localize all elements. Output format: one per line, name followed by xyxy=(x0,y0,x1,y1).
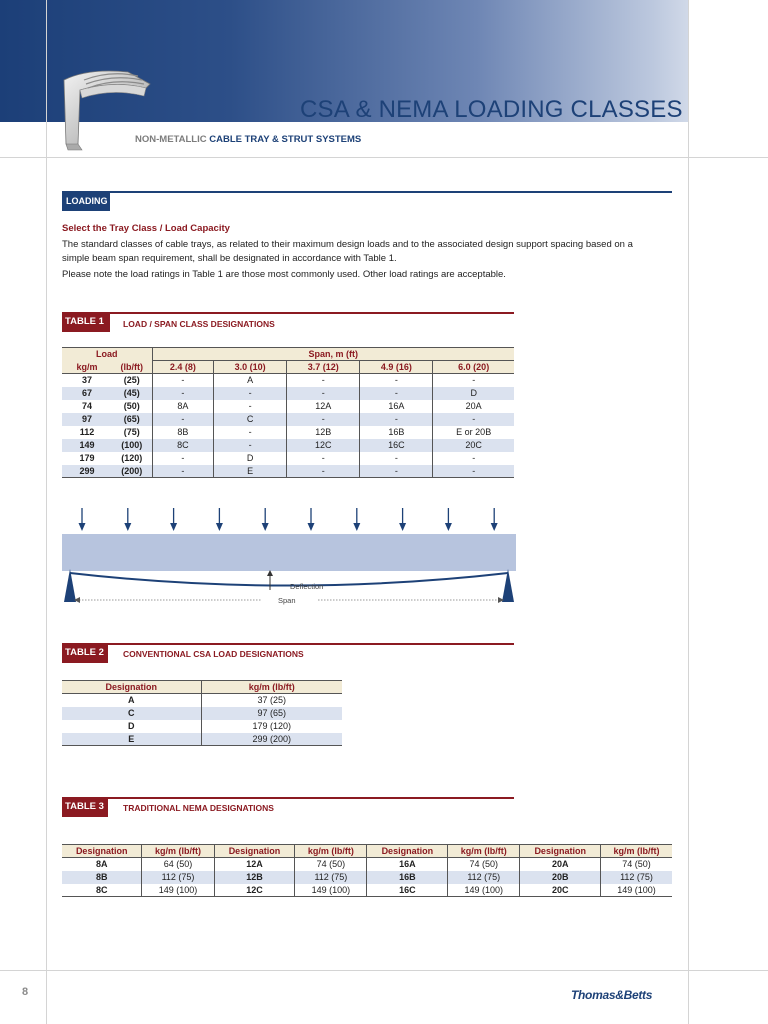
table-cell: - xyxy=(152,374,214,387)
subtitle-prefix: NON-METALLIC xyxy=(135,134,207,145)
table-cell: 16A xyxy=(367,858,448,871)
table-header-cell: Designation xyxy=(62,845,142,858)
table-cell: 179 xyxy=(79,453,95,463)
loading-section-tag: LOADING xyxy=(62,193,110,211)
load-arrow-icon xyxy=(445,508,452,531)
table-cell: E xyxy=(62,733,201,746)
span-col-header: 4.9 (16) xyxy=(360,361,433,374)
left-margin-line xyxy=(46,0,47,1024)
table-cell: 8C xyxy=(152,439,214,452)
load-header: kg/m (lb/ft) xyxy=(201,681,342,694)
table-cell: 8A xyxy=(152,400,214,413)
page-number: 8 xyxy=(22,986,29,998)
table-cell: - xyxy=(152,452,214,465)
table-row xyxy=(62,720,342,733)
table-cell: 149 (100) xyxy=(448,884,520,897)
table-header-cell: kg/m (lb/ft) xyxy=(142,845,214,858)
table3-rule xyxy=(62,797,514,799)
table2-rule xyxy=(62,643,514,645)
table-cell: - xyxy=(287,452,360,465)
table-cell: 20C xyxy=(433,439,514,452)
table-cell: - xyxy=(214,426,287,439)
deflection-curve xyxy=(70,573,508,586)
table-cell: - xyxy=(360,374,433,387)
table-cell: 8A xyxy=(95,859,108,870)
table-cell: - xyxy=(152,465,214,478)
table-cell: 12A xyxy=(214,858,295,871)
beam-body xyxy=(62,534,516,571)
table-cell: (45) xyxy=(112,387,152,400)
table-cell: 8C xyxy=(95,884,108,895)
span-col-header: 3.0 (10) xyxy=(214,361,287,374)
table-cell: 20B xyxy=(520,871,601,884)
table-cell: C xyxy=(62,707,201,720)
table-cell: - xyxy=(433,374,514,387)
table-cell: 12B xyxy=(287,426,360,439)
span-col-header: 6.0 (20) xyxy=(433,361,514,374)
table-cell: 97 xyxy=(62,413,112,426)
table-header-cell: kg/m (lb/ft) xyxy=(601,845,672,858)
table-cell: - xyxy=(152,413,214,426)
table-cell: E xyxy=(214,465,287,478)
table-cell: 37 xyxy=(81,375,92,386)
table-cell: 112 (75) xyxy=(142,871,214,884)
table-row xyxy=(62,439,514,452)
table-cell: - xyxy=(287,374,360,387)
table-row xyxy=(62,465,514,478)
table1-rule xyxy=(62,312,514,314)
table-cell: - xyxy=(287,413,360,426)
load-arrow-icon xyxy=(79,508,86,531)
table-cell: 112 (75) xyxy=(295,871,367,884)
table-cell: 8B xyxy=(62,871,142,884)
load-arrow-icon xyxy=(124,508,131,531)
load-group-header: Load xyxy=(62,348,152,361)
table-cell: 67 xyxy=(62,387,112,400)
table2-tag: TABLE 2 xyxy=(62,643,108,663)
load-arrow-icon xyxy=(216,508,223,531)
table-cell: - xyxy=(152,387,214,400)
table-header-cell: Designation xyxy=(520,845,601,858)
table-cell: A xyxy=(214,374,287,387)
span-group-header: Span, m (ft) xyxy=(152,348,514,361)
table-header-cell: kg/m (lb/ft) xyxy=(295,845,367,858)
table-header-cell: kg/m (lb/ft) xyxy=(448,845,520,858)
table-row xyxy=(62,426,514,439)
table-cell: 74 (50) xyxy=(448,858,520,871)
table1-tag: TABLE 1 xyxy=(62,312,110,332)
table-cell: (50) xyxy=(123,401,140,411)
table-header-cell: Designation xyxy=(214,845,295,858)
table-cell: 179 (120) xyxy=(201,720,342,733)
table-cell: 20C xyxy=(520,884,601,897)
page-title: CSA & NEMA LOADING CLASSES xyxy=(300,96,683,123)
table2-title: CONVENTIONAL CSA LOAD DESIGNATIONS xyxy=(123,649,304,659)
table-cell: (75) xyxy=(123,427,140,437)
table-cell: - xyxy=(360,465,433,478)
load-arrow-icon xyxy=(170,508,177,531)
right-margin-line xyxy=(688,0,689,1024)
table-row xyxy=(62,871,672,884)
table-cell: 112 xyxy=(79,427,95,437)
loading-paragraph-2: Please note the load ratings in Table 1 are those most commonly used. Other load ratings are acceptable. xyxy=(62,269,506,280)
table-cell: - xyxy=(214,439,287,452)
table-cell: 149 (100) xyxy=(142,884,214,897)
table-cell: D xyxy=(128,721,135,731)
table-cell: - xyxy=(433,465,514,478)
table-cell: - xyxy=(214,400,287,413)
table-cell: D xyxy=(214,452,287,465)
table-cell: 74 xyxy=(81,401,92,411)
load-arrow-icon xyxy=(262,508,269,531)
table-cell: 20A xyxy=(520,858,601,871)
table-cell: - xyxy=(360,452,433,465)
table-cell: 299 xyxy=(62,465,112,478)
loading-heading: Select the Tray Class / Load Capacity xyxy=(62,223,230,234)
nema-designation-table xyxy=(62,844,672,897)
table-cell: 149 (100) xyxy=(601,884,672,897)
table-cell: 16C xyxy=(360,439,433,452)
table-cell: 16B xyxy=(360,426,433,439)
table-cell: 8B xyxy=(152,426,214,439)
table-row xyxy=(62,694,342,707)
table-cell: 12B xyxy=(214,871,295,884)
table-cell: - xyxy=(433,413,514,426)
table-cell: - xyxy=(360,413,433,426)
table-cell: 12A xyxy=(287,400,360,413)
col-kgm-header: kg/m xyxy=(62,361,112,374)
table-cell: - xyxy=(360,387,433,400)
table-row xyxy=(62,707,342,720)
table-cell: 74 (50) xyxy=(295,858,367,871)
table-row xyxy=(62,400,514,413)
loading-rule xyxy=(62,191,672,193)
table-row xyxy=(62,858,672,871)
table-cell: 16A xyxy=(360,400,433,413)
table-row xyxy=(62,452,514,465)
table-row xyxy=(62,387,514,400)
table-cell: (100) xyxy=(112,439,152,452)
table-cell: 74 (50) xyxy=(601,858,672,871)
load-arrow-icon xyxy=(491,508,498,531)
col-lbft-header: (lb/ft) xyxy=(112,361,152,374)
table3-tag: TABLE 3 xyxy=(62,797,108,817)
table-cell: (65) xyxy=(112,413,152,426)
table-cell: - xyxy=(214,387,287,400)
span-col-header: 2.4 (8) xyxy=(152,361,214,374)
table-cell: E or 20B xyxy=(433,426,514,439)
load-arrow-icon xyxy=(353,508,360,531)
brand-logo: Thomas&Betts xyxy=(571,988,653,1002)
table-cell: 112 (75) xyxy=(601,871,672,884)
table-cell: 16C xyxy=(367,884,448,897)
span-label: Span xyxy=(278,596,296,605)
table3-title: TRADITIONAL NEMA DESIGNATIONS xyxy=(123,803,274,813)
table-cell: (200) xyxy=(112,465,152,478)
load-span-table xyxy=(62,347,514,478)
table-cell: - xyxy=(287,465,360,478)
table-cell: 64 (50) xyxy=(142,858,214,871)
table-row xyxy=(62,374,514,387)
table-cell: 20A xyxy=(433,400,514,413)
span-col-header: 3.7 (12) xyxy=(287,361,360,374)
table-cell: (120) xyxy=(121,453,143,463)
header-right-margin xyxy=(688,0,768,122)
table-row xyxy=(62,733,342,746)
loading-paragraph-line-1: The standard classes of cable trays, as related to their maximum design loads and to the associated design support spacing based on a xyxy=(62,239,633,250)
load-arrow-icon xyxy=(399,508,406,531)
table-row xyxy=(62,413,514,426)
table-cell: 97 (65) xyxy=(201,707,342,720)
table-cell: 149 xyxy=(62,439,112,452)
table-cell: C xyxy=(214,413,287,426)
table-cell: D xyxy=(433,387,514,400)
table-cell: - xyxy=(287,387,360,400)
page-subtitle xyxy=(135,134,361,145)
table-cell: 12C xyxy=(214,884,295,897)
load-arrow-icon xyxy=(308,508,315,531)
table-cell: 16B xyxy=(367,871,448,884)
loading-paragraph-line-2: simple beam span requirement, shall be designated in accordance with Table 1. xyxy=(62,253,397,264)
table-cell: 299 (200) xyxy=(201,733,342,746)
subtitle-main: CABLE TRAY & STRUT SYSTEMS xyxy=(209,134,362,145)
table-cell: - xyxy=(433,452,514,465)
table-cell: 37 (25) xyxy=(201,694,342,707)
table-header-cell: Designation xyxy=(367,845,448,858)
table-cell: 149 (100) xyxy=(295,884,367,897)
table-cell: 112 (75) xyxy=(448,871,520,884)
load-arrows xyxy=(79,508,498,531)
table-cell: A xyxy=(128,695,135,706)
table-row xyxy=(62,884,672,897)
header-divider xyxy=(0,157,768,158)
footer-divider xyxy=(0,970,768,971)
beam-deflection-diagram xyxy=(62,506,518,610)
table-cell: (25) xyxy=(123,375,140,386)
designation-header: Designation xyxy=(62,681,201,694)
table-cell: 12C xyxy=(287,439,360,452)
csa-designation-table xyxy=(62,680,342,746)
deflection-label: Deflection xyxy=(290,582,324,591)
table1-title: LOAD / SPAN CLASS DESIGNATIONS xyxy=(123,319,275,329)
